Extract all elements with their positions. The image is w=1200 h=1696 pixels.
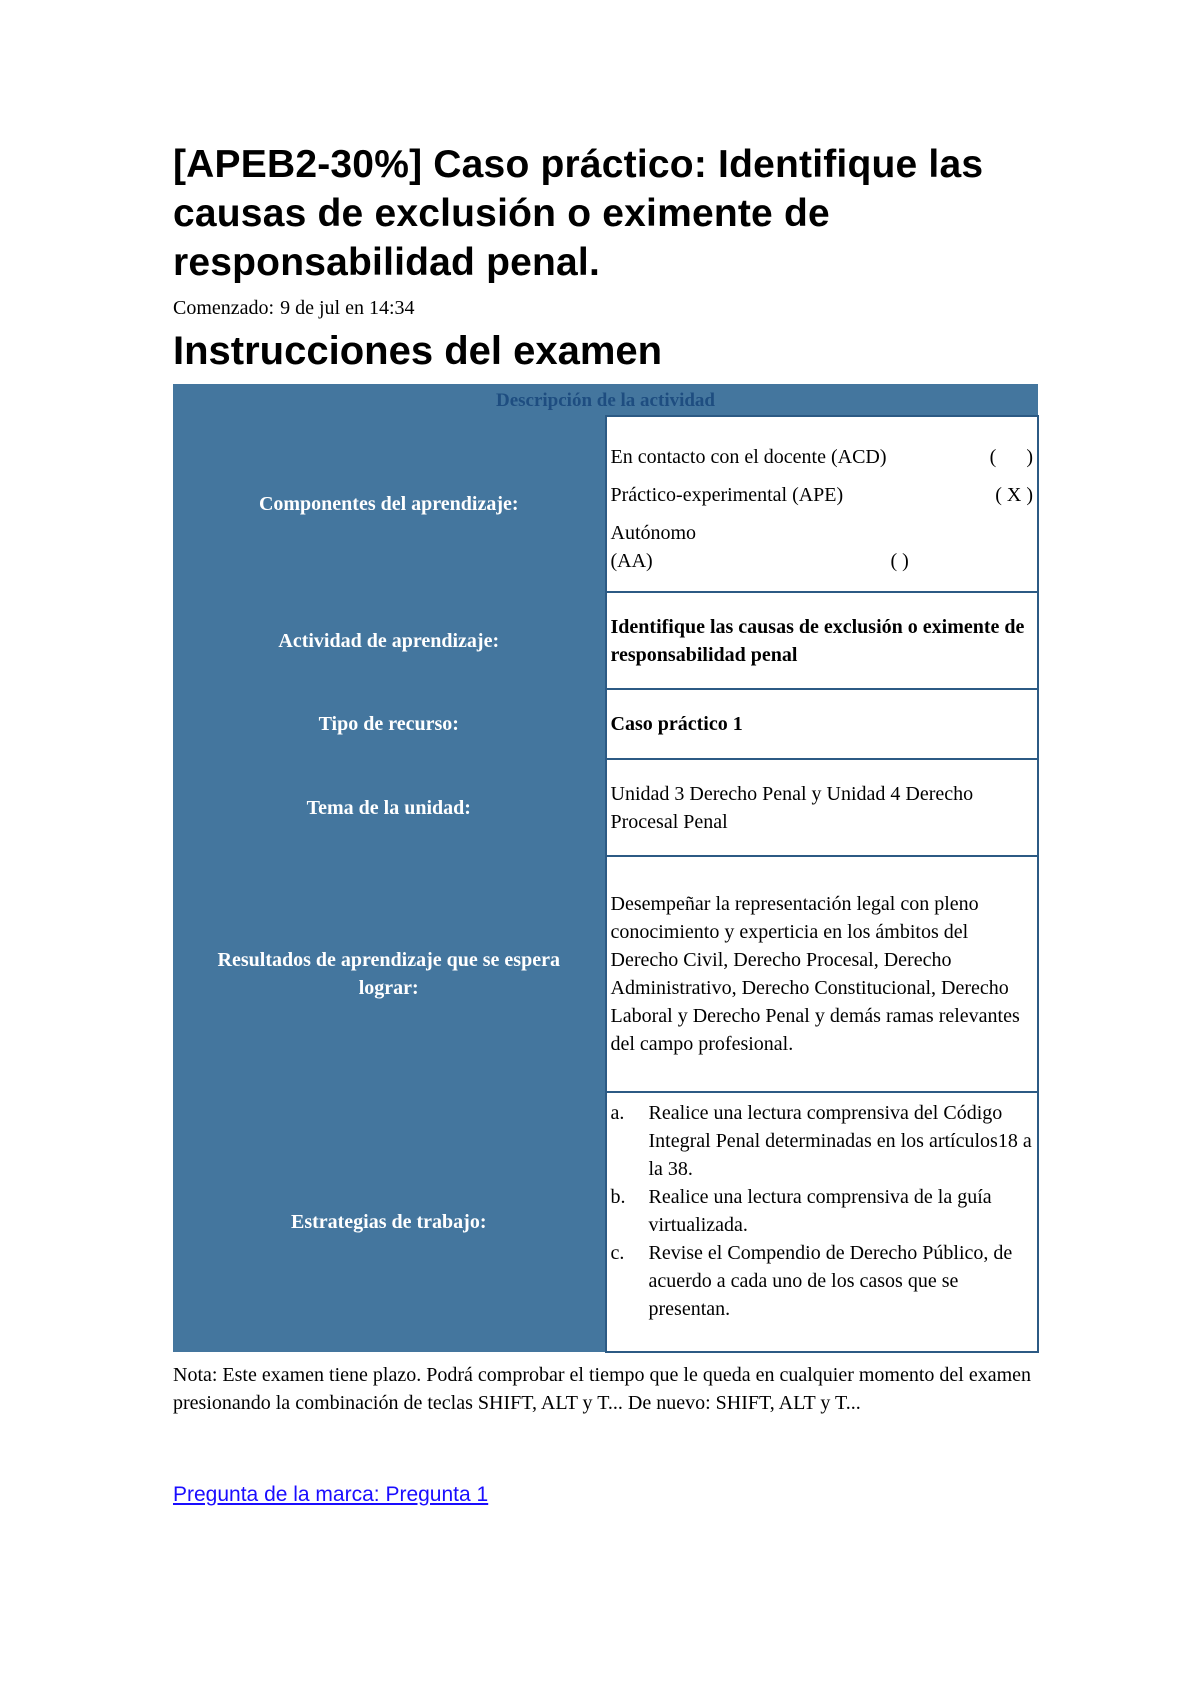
list-item (611, 1239, 1034, 1323)
resource-label: Tipo de recurso: (173, 689, 606, 759)
list-item-text: Realice una lectura comprensiva del Código Integral Penal determinadas en los artículos18 a la 38. (648, 1102, 1032, 1180)
component-aa-name: Autónomo (610, 522, 697, 544)
started-value: 9 de jul en 14:34 (280, 297, 415, 319)
list-item-letter: a. (610, 1102, 625, 1124)
time-limit-note: Nota: Este examen tiene plazo. Podrá comprobar el tiempo que le queda en cualquier momento del examen presionando la combinación de teclas SHIFT, ALT y T... De nuevo: SHIFT, ALT y T... (173, 1364, 1032, 1414)
components-value (606, 416, 1039, 592)
component-aa (611, 519, 1034, 575)
components-label: Componentes del aprendizaje: (173, 416, 606, 592)
component-ape (611, 481, 1034, 509)
list-item-text: Realice una lectura comprensiva de la guía virtualizada. (648, 1186, 992, 1236)
activity-value: Identifique las causas de exclusión o eximente de responsabilidad penal (606, 592, 1039, 689)
started-info (173, 296, 1043, 320)
strategies-value (606, 1092, 1039, 1352)
page-content (173, 140, 1043, 1507)
component-aa-abbr: (AA) (610, 550, 653, 572)
list-item-text: Revise el Compendio de Derecho Público, de acuerdo a cada uno de los casos que se presentan. (648, 1242, 1013, 1320)
table-header: Descripción de la actividad (173, 385, 1038, 416)
component-acd-name: En contacto con el docente (ACD) (610, 446, 887, 468)
component-aa-row (611, 547, 1034, 575)
strategies-list (611, 1099, 1034, 1323)
strategies-label: Estrategias de trabajo: (173, 1092, 606, 1352)
flag-question-link[interactable]: Pregunta de la marca: Pregunta 1 (173, 1483, 489, 1506)
quiz-title: [APEB2-30%] Caso práctico: Identifique las causas de exclusión o eximente de responsabilidad penal. (173, 143, 984, 284)
component-acd (611, 443, 1034, 471)
activity-label: Actividad de aprendizaje: (173, 592, 606, 689)
instructions-heading: Instrucciones del examen (173, 329, 663, 373)
component-ape-mark: ( X ) (995, 484, 1033, 506)
topic-value: Unidad 3 Derecho Penal y Unidad 4 Derecho Procesal Penal (606, 759, 1039, 856)
started-label: Comenzado: (173, 297, 275, 319)
list-item (611, 1183, 1034, 1239)
component-ape-name: Práctico-experimental (APE) (610, 484, 844, 506)
activity-description-table (173, 384, 1039, 1353)
resource-value: Caso práctico 1 (606, 689, 1039, 759)
outcomes-label: Resultados de aprendizaje que se espera lograr: (173, 856, 606, 1092)
list-item (611, 1099, 1034, 1183)
topic-label: Tema de la unidad: (173, 759, 606, 856)
component-aa-mark: ( ) (890, 550, 909, 572)
list-item-letter: b. (610, 1186, 626, 1208)
component-acd-mark: ( ) (989, 446, 1033, 468)
outcomes-value: Desempeñar la representación legal con pleno conocimiento y experticia en los ámbitos del Derecho Civil, Derecho Procesal, Derecho Administrativo, Derecho Constitucional, Derecho Laboral y Derecho Penal y demás ramas relevantes del campo profesional. (606, 856, 1039, 1092)
list-item-letter: c. (610, 1242, 625, 1264)
